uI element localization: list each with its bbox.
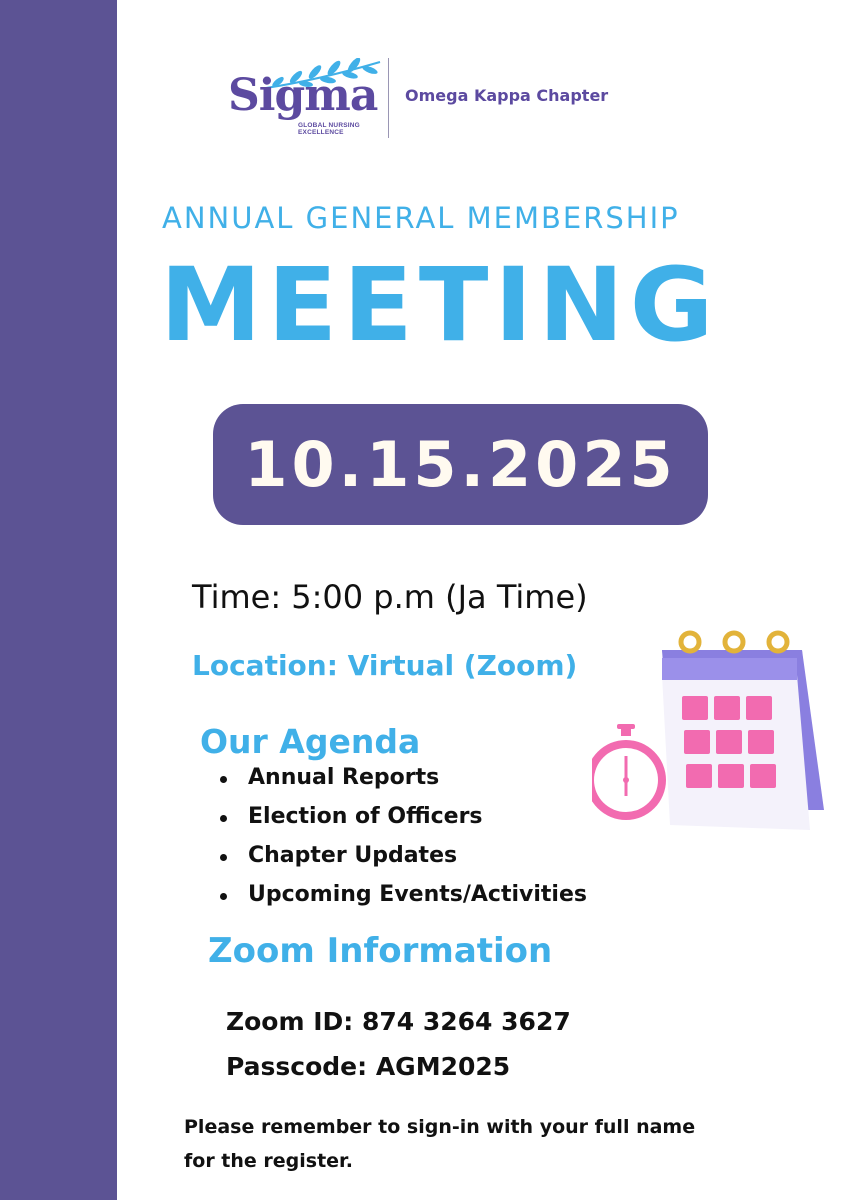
event-time: Time: 5:00 p.m (Ja Time) [192, 578, 588, 616]
event-headline: MEETING [160, 246, 720, 365]
event-date: 10.15.2025 [244, 428, 677, 501]
stopwatch-icon [592, 724, 666, 820]
calendar-icon [592, 620, 832, 845]
sign-in-note: Please remember to sign-in with your full name for the register. [184, 1116, 696, 1172]
logo-divider [388, 58, 389, 138]
bullet-icon [220, 776, 227, 783]
bullet-icon [220, 815, 227, 822]
list-item: Chapter Updates [215, 843, 587, 882]
date-badge [213, 404, 708, 525]
left-sidebar-stripe [0, 0, 117, 1200]
list-item: Upcoming Events/Activities [215, 882, 587, 921]
sigma-logo [228, 58, 628, 142]
bullet-icon [220, 854, 227, 861]
list-item: Election of Officers [215, 804, 587, 843]
agenda-list [215, 765, 587, 921]
zoom-id: Zoom ID: 874 3264 3627 [226, 1007, 571, 1036]
list-item: Annual Reports [215, 765, 587, 804]
event-subtitle: ANNUAL GENERAL MEMBERSHIP [162, 201, 680, 235]
event-location: Location: Virtual (Zoom) [192, 649, 578, 682]
zoom-info-title: Zoom Information [208, 931, 553, 971]
zoom-passcode: Passcode: AGM2025 [226, 1052, 511, 1081]
brand-tagline: GLOBAL NURSING EXCELLENCE [298, 122, 360, 136]
brand-wordmark: Sigma [228, 70, 378, 121]
agenda-title: Our Agenda [200, 722, 421, 761]
bullet-icon [220, 893, 227, 900]
chapter-name: Omega Kappa Chapter [405, 86, 609, 105]
